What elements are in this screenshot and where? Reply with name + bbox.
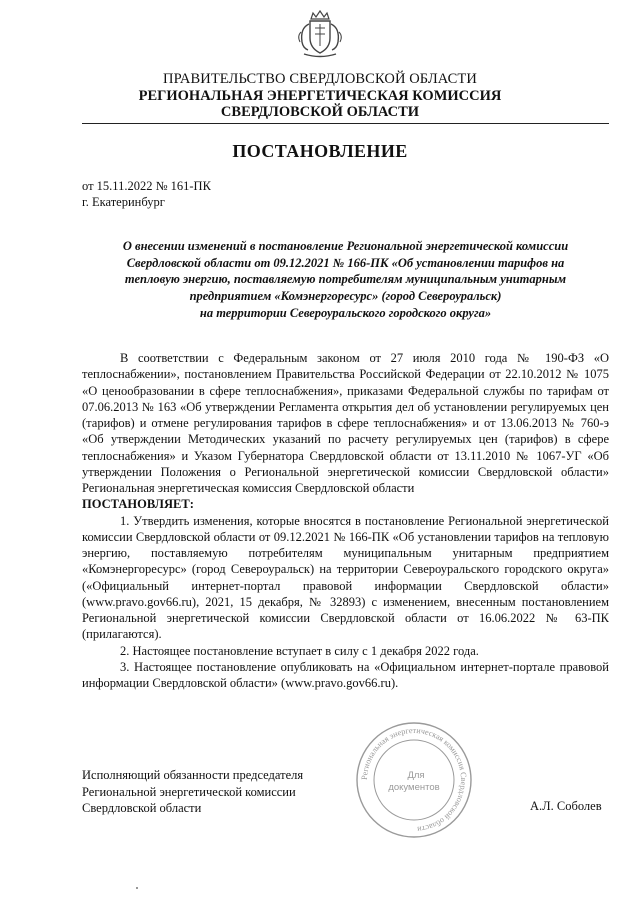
scan-speck	[136, 887, 138, 889]
document-body	[82, 350, 609, 691]
document-date-number: от 15.11.2022 № 161-ПК	[82, 179, 211, 193]
header-divider	[82, 123, 609, 124]
subject-line: Свердловской области от 09.12.2021 № 166-ПК «Об установлении тарифов на	[126, 255, 565, 270]
subject-line: на территории Североуральского городского округа»	[199, 305, 492, 320]
resolves-heading: ПОСТАНОВЛЯЕТ:	[82, 497, 194, 512]
document-subject	[82, 238, 609, 322]
resolution-item: 2. Настоящее постановление вступает в силу с 1 декабря 2022 года.	[120, 643, 479, 658]
subject-line: О внесении изменений в постановление Региональной энергетической комиссии	[122, 239, 569, 253]
signatory-name: А.Л. Соболев	[530, 799, 602, 813]
preamble-paragraph: В соответствии с Федеральным законом от 27 июля 2010 года № 190-ФЗ «О теплоснабжении», постановлением Правительства Российской Федерации от 22.10.2012 № 1075 «О ценообразовании в сфере теплоснабжения», приказами Федеральной службы по тарифам от 07.06.2013 № 163 «Об утверждении Регламента открытия дел об установлении регулируемых цен (тарифов) и отмене регулирования тарифов в сфере теплоснабжения» и от 13.06.2013 № 760-э «Об утверждении Методических указаний по расчету регулируемых цен (тарифов) в сфере теплоснабжения» и Указом Губернатора Свердловской области от 13.11.2010 № 1067-УГ «Об утверждении Положения о Региональной энергетической комиссии Свердловской области» Региональная энергетическая комиссия Свердловской области	[82, 351, 609, 495]
official-stamp	[354, 720, 474, 840]
stamp-ring-text: Региональная энергетическая комиссия Свердловской области	[359, 725, 469, 834]
stamp-center-line1: Для	[407, 770, 425, 781]
signatory-title	[82, 767, 303, 817]
document-type-title: ПОСТАНОВЛЕНИЕ	[232, 141, 408, 161]
signatory-title-line: Свердловской области	[82, 801, 202, 815]
subject-line: предприятием «Комэнергоресурс» (город Североуральск)	[189, 289, 502, 304]
subject-line: тепловую энергию, поставляемую потребителям муниципальным унитарным	[124, 272, 567, 287]
signatory-title-line: Исполняющий обязанности председателя	[82, 768, 304, 782]
signatory-title-line: Региональной энергетической комиссии	[82, 784, 296, 799]
commission-name: РЕГИОНАЛЬНАЯ ЭНЕРГЕТИЧЕСКАЯ КОМИССИЯ	[138, 88, 502, 104]
coat-of-arms-icon	[294, 8, 346, 60]
stamp-center-line2: документов	[388, 782, 440, 793]
resolution-item: 3. Настоящее постановление опубликовать на «Официальном интернет-портале правовой информации Свердловской области» (www.pravo.gov66.ru).	[82, 659, 609, 690]
commission-region: СВЕРДЛОВСКОЙ ОБЛАСТИ	[220, 104, 420, 120]
resolution-item: 1. Утвердить изменения, которые вносятся в постановление Региональной энергетической комиссии Свердловской области от 09.12.2021 № 166-ПК «Об установлении тарифов на тепловую энергию, поставляемую потребителям муниципальным унитарным предприятием «Комэнергоресурс» (город Североуральск) на территории Североуральского городского округа» («Официальный интернет-портал правовой информации Свердловской области» (www.pravo.gov66.ru), 2021, 15 декабря, № 32893) с изменением, внесенным постановлением Региональной энергетической комиссии Свердловской области от 16.06.2022 № 63-ПК (прилагаются).	[82, 513, 609, 642]
document-city: г. Екатеринбург	[82, 195, 165, 209]
government-name: ПРАВИТЕЛЬСТВО СВЕРДЛОВСКОЙ ОБЛАСТИ	[163, 71, 477, 87]
